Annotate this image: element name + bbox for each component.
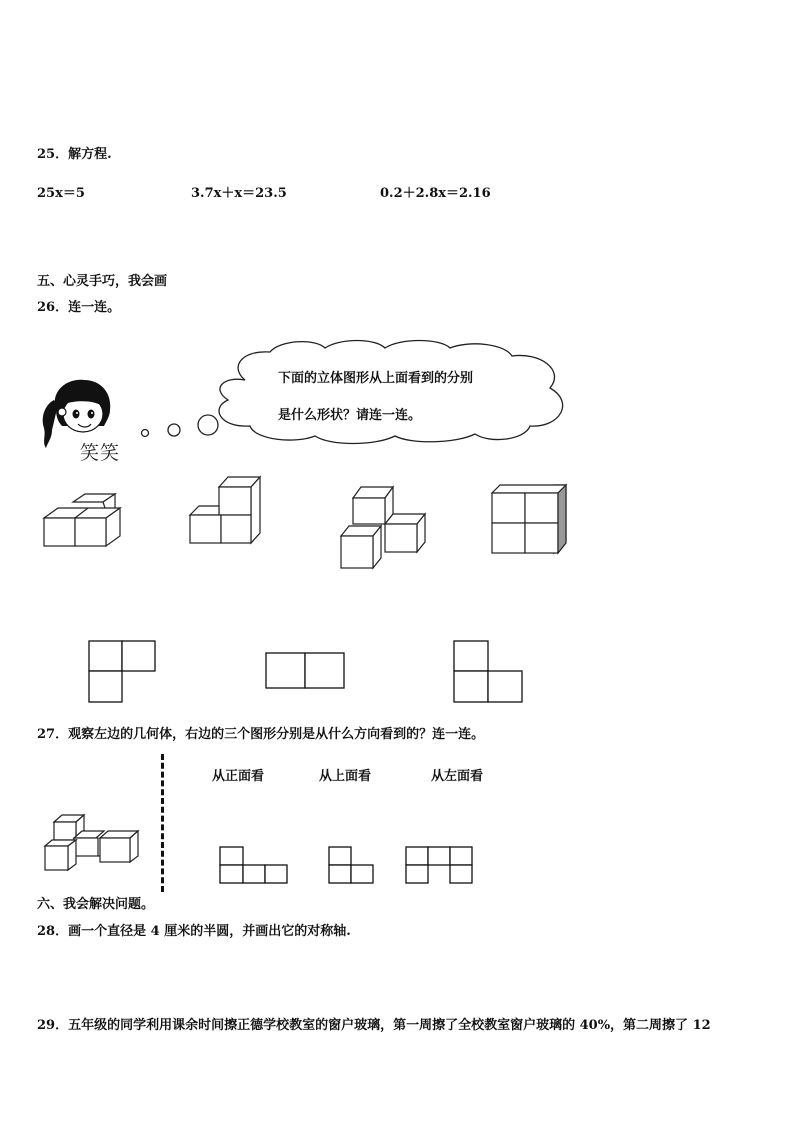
q27-title: 27．观察左边的几何体，右边的三个图形分别是从什么方向看到的？连一连。 xyxy=(37,727,485,742)
q28-title: 28．画一个直径是 4 厘米的半圆，并画出它的对称轴. xyxy=(37,924,351,939)
q27-solid-figure xyxy=(42,812,142,874)
section-6-title: 六、我会解决问题。 xyxy=(37,897,155,912)
top-view-shape-reverse-l xyxy=(451,638,527,706)
character-name-label: 笑笑 xyxy=(80,442,121,464)
solid-figure-1 xyxy=(40,490,130,552)
q27-label-left-view: 从左面看 xyxy=(431,769,484,784)
q27-label-front-view: 从正面看 xyxy=(212,769,265,784)
solid-figure-3 xyxy=(337,484,432,574)
q26-title: 26．连一连。 xyxy=(37,300,121,315)
q27-label-top-view: 从上面看 xyxy=(319,769,372,784)
top-view-shape-l xyxy=(86,638,160,706)
q27-view-front xyxy=(218,845,290,887)
q25-equation-3: 0.2＋2.8x＝2.16 xyxy=(380,186,491,201)
q25-equation-2: 3.7x＋x＝23.5 xyxy=(191,186,287,201)
q25-title: 25．解方程. xyxy=(37,147,112,162)
q27-view-left xyxy=(404,845,476,887)
bubble-text-line-1: 下面的立体图形从上面看到的分别 xyxy=(278,371,474,386)
q29-title: 29．五年级的同学利用课余时间擦正德学校教室的窗户玻璃，第一周擦了全校教室窗户玻璃的 40%，第二周擦了 12 xyxy=(37,1018,711,1033)
top-view-shape-two-squares xyxy=(263,650,349,692)
solid-figure-4 xyxy=(488,481,570,557)
thought-bubble-cloud xyxy=(140,340,590,450)
q27-view-top xyxy=(327,845,377,887)
q27-dashed-divider xyxy=(161,754,164,892)
q25-equation-1: 25x＝5 xyxy=(37,186,85,201)
section-5-title: 五、心灵手巧，我会画 xyxy=(37,274,168,289)
solid-figure-2 xyxy=(186,473,266,549)
bubble-text-line-2: 是什么形状？请连一连。 xyxy=(278,408,422,423)
